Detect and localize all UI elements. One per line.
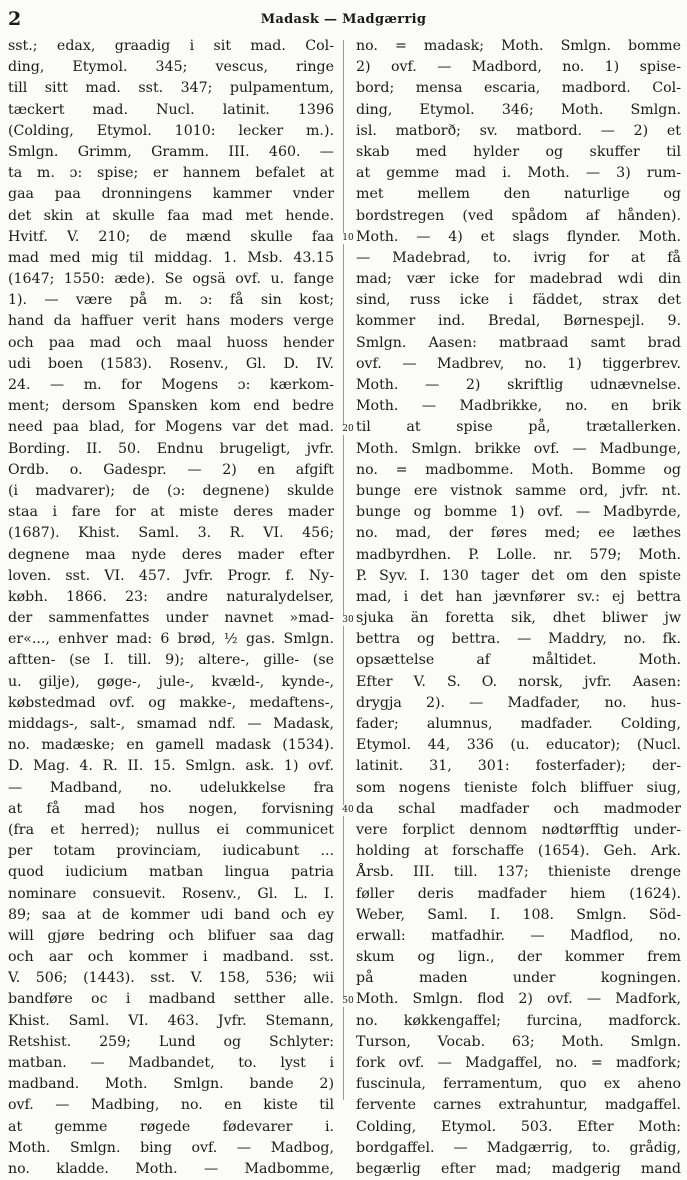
right-column-line: Efter V. S. O. norsk, jvfr. Aasen: [356, 673, 681, 690]
left-column-line: need paa blad, for Mogens var det mad. [8, 419, 334, 436]
left-column-line: købh. 1866. 23: andre naturalydelser, [8, 588, 334, 605]
right-column-line: latinit. 31, 301: fosterfader); der- [356, 758, 681, 775]
right-column-line: fork ovf. — Madgaffel, no. = madfork; [356, 1055, 681, 1071]
left-column-line: 24. — m. for Mogens ɔ: kærkom- [8, 377, 334, 393]
line-number-20: 20 [338, 424, 358, 435]
right-column-line: bord; mensa escaria, madbord. Col- [356, 80, 681, 97]
right-column-line: bettra og bettra. — Maddry, no. fk. [356, 631, 681, 648]
left-column-line: madband. Moth. Smlgn. bande 2) [8, 1076, 334, 1093]
left-column-line: (i madvarer); de (ɔ: degnene) skulde [8, 482, 334, 499]
left-column-line: aftten- (se I. till. 9); altere-, gille- (se [8, 652, 334, 669]
right-column-line: ovf. — Madbrev, no. 1) tiggerbrev. [356, 355, 681, 372]
right-column-line: begærlig efter mad; madgerig mand [356, 1160, 681, 1177]
right-column-line: Moth. Smlgn. flod 2) ovf. — Madfork, [356, 991, 681, 1008]
right-column-line: Moth. Smlgn. brikke ovf. — Madbunge, [356, 440, 681, 457]
right-column-line: Colding, Etymol. 503. Efter Moth: [356, 1118, 681, 1135]
column-divider [343, 40, 344, 1100]
right-column-line: skab med hylder og skuffer til [356, 143, 681, 160]
right-column-line: — Madebrad, to. ivrig for at få [356, 249, 681, 266]
left-column-line: købstedmad ovf. og makke-, medaftens-, [8, 694, 334, 711]
left-column-line: at få mad hos nogen, forvisning [8, 800, 334, 817]
line-number-40: 40 [338, 805, 358, 816]
right-column [356, 36, 681, 1180]
left-column-line: der sammenfattes under navnet »mad- [8, 610, 334, 627]
left-column-line: det skin at skulle faa mad met hende. [8, 207, 334, 224]
left-column-line: mad med mig til middag. 1. Msb. 43.15 [8, 249, 334, 266]
right-column-line: bunge og bomme 1) ovf. — Madbyrde, [356, 504, 681, 521]
left-column-line: D. Mag. 4. R. II. 15. Smlgn. ask. 1) ovf. [8, 758, 334, 775]
left-column-line: no. madæske; en gamell madask (1534). [8, 737, 334, 754]
right-column-line: Årsb. III. till. 137; thieniste drenge [356, 864, 681, 881]
left-column-line: ding, Etymol. 345; vescus, ringe [8, 59, 334, 76]
right-column-line: fuscinula, ferramentum, quo ex aheno [356, 1076, 681, 1093]
right-column-line: drygja 2). — Madfader, no. hus- [356, 694, 681, 711]
left-column-line: Ordb. o. Gadespr. — 2) en afgift [8, 461, 334, 478]
right-column-line: sind, russ icke i fäddet, strax det [356, 292, 681, 309]
left-column-line: hand da haffuer verit hans moders verge [8, 313, 334, 330]
right-column-line: vere forplict dennom nødtørfftig under- [356, 821, 681, 838]
right-column-line: 2) ovf. — Madbord, no. 1) spise- [356, 59, 681, 76]
right-column-line: bordgaffel. — Madgærrig, to. grådig, [356, 1139, 681, 1156]
left-column-line: 1). — være på m. ɔ: få sin kost; [8, 292, 334, 309]
right-column-line: som nogens tieniste folch bliffuer siug, [356, 779, 681, 796]
right-column-line: erwall: matfadhir. — Madflod, no. [356, 927, 681, 944]
right-column-line: mad; vær icke for madebrad wdi din [356, 271, 681, 288]
right-column-line: bordstregen (ved spådom af hånden). [356, 207, 681, 224]
right-column-line: fervente carnes extrahuntur, madgaffel. [356, 1097, 681, 1114]
left-column-line: will gjøre bedring och blifuer saa dag [8, 927, 334, 944]
right-column-line: da schal madfader och madmoder [356, 800, 681, 817]
left-column-line: no. kladde. Moth. — Madbomme, [8, 1160, 334, 1177]
right-column-line: Moth. — 2) skriftlig udnævnelse. [356, 377, 681, 393]
left-column-line: Smlgn. Grimm, Gramm. III. 460. — [8, 143, 334, 160]
right-column-line: madbyrdhen. P. Lolle. nr. 579; Moth. [356, 546, 681, 563]
line-number-10: 10 [338, 233, 358, 244]
left-column-line: tæckert mad. Nucl. latinit. 1396 [8, 101, 334, 118]
left-column-line: — Madband, no. udelukkelse fra [8, 779, 334, 796]
left-column-line: sst.; edax, graadig i sit mad. Col- [8, 38, 334, 54]
left-column-line: Khist. Saml. VI. 463. Jvfr. Stemann, [8, 1012, 334, 1029]
right-column-line: isl. matborð; sv. matbord. — 2) et [356, 122, 681, 139]
right-column-line: til at spise på, trætallerken. [356, 419, 681, 436]
right-column-line: holding at forschaffe (1654). Geh. Ark. [356, 843, 681, 860]
left-column-line: nominare consuevit. Rosenv., Gl. L. I. [8, 885, 334, 902]
left-column-line: degnene maa nyde deres mader efter [8, 546, 334, 563]
right-column-line: no. = madbomme. Moth. Bomme og [356, 461, 681, 478]
left-column-line: till sitt mad. sst. 347; pulpamentum, [8, 80, 334, 97]
right-column-line: opsættelse af måltidet. Moth. [356, 652, 681, 669]
left-column-line: ta m. ɔ: spise; er hannem befalet at [8, 165, 334, 182]
right-column-line: Etymol. 44, 336 (u. educator); (Nucl. [356, 737, 681, 754]
right-column-line: Moth. — Madbrikke, no. en brik [356, 398, 681, 415]
right-column-line: bunge ere vistnok samme ord, jvfr. nt. [356, 482, 681, 499]
right-column-line: Weber, Saml. I. 108. Smlgn. Söd- [356, 906, 681, 923]
left-column-line: bandføre oc i madband setther alle. [8, 991, 334, 1008]
running-head: Madask — Madgærrig [260, 12, 427, 27]
left-column-line: u. gilje), gøge-, jule-, kvæld-, kynde-, [8, 673, 334, 690]
right-column-line: P. Syv. I. 130 tager det om den spiste [356, 567, 681, 584]
right-column-line: fader; alumnus, madfader. Colding, [356, 716, 681, 732]
right-column-line: føller deris madfader hiem (1624). [356, 885, 681, 902]
left-column-line: at gemme røgede fødevarer i. [8, 1118, 334, 1135]
left-column-line: Moth. Smlgn. bing ovf. — Madbog, [8, 1139, 334, 1156]
left-column-line: (1687). Khist. Saml. 3. R. VI. 456; [8, 525, 334, 542]
right-column-line: at gemme mad i. Moth. — 3) rum- [356, 165, 681, 182]
right-column-line: skum og lign., der kommer frem [356, 949, 681, 966]
left-column-line: middags-, salt-, smamad ndf. — Madask, [8, 716, 334, 732]
left-column-line: (1647; 1550: æde). Se ogsä ovf. u. fange [8, 271, 334, 288]
right-column-line: no. = madask; Moth. Smlgn. bomme [356, 38, 681, 54]
left-column-line: V. 506; (1443). sst. V. 158, 536; wii [8, 970, 334, 987]
right-column-line: Turson, Vocab. 63; Moth. Smlgn. [356, 1033, 681, 1050]
left-column-line: (Colding, Etymol. 1010: lecker m.). [8, 122, 334, 139]
right-column-line: på maden under kogningen. [356, 970, 681, 987]
left-column-line: Retshist. 259; Lund og Schlyter: [8, 1033, 334, 1050]
page-number: 2 [8, 8, 22, 30]
left-column-line: ment; dersom Spansken kom end bedre [8, 398, 334, 415]
left-column-line: loven. sst. VI. 457. Jvfr. Progr. f. Ny- [8, 567, 334, 584]
left-column-line: gaa paa dronningens kammer vnder [8, 186, 334, 203]
left-column-line: udi boen (1583). Rosenv., Gl. D. IV. [8, 355, 334, 372]
left-column-line: och paa mad och maal huoss hender [8, 334, 334, 351]
left-column-line: Bording. II. 50. Endnu brugeligt, jvfr. [8, 440, 334, 457]
right-column-line: no. mad, der føres med; ee læthes [356, 525, 681, 542]
left-column-line: (fra et herred); nullus ei communicet [8, 821, 334, 838]
left-column-line: matban. — Madbandet, to. lyst i [8, 1055, 334, 1071]
right-column-line: kommer ind. Bredal, Børnespejl. 9. [356, 313, 681, 330]
left-column-line: staa i fare for at miste deres mader [8, 504, 334, 521]
right-column-line: ding, Etymol. 346; Moth. Smlgn. [356, 101, 681, 118]
left-column [8, 36, 334, 1180]
left-column-line: quod iudicium matban lingua patria [8, 864, 334, 881]
left-column-line: per totam provinciam, iudicabunt ... [8, 843, 334, 860]
left-column-line: 89; saa at de kommer udi band och ey [8, 906, 334, 923]
page-header [0, 8, 687, 30]
right-column-line: sjuka än foretta sik, dhet bliwer jw [356, 610, 681, 627]
right-column-line: met mellem den naturlige og [356, 186, 681, 203]
line-number-50: 50 [338, 996, 358, 1007]
right-column-line: no. køkkengaffel; furcina, madforck. [356, 1012, 681, 1029]
line-number-30: 30 [338, 615, 358, 626]
left-column-line: Hvitf. V. 210; de mænd skulle faa [8, 228, 334, 245]
right-column-line: Smlgn. Aasen: matbraad samt brad [356, 334, 681, 351]
right-column-line: Moth. — 4) et slags flynder. Moth. [356, 228, 681, 245]
left-column-line: och aar och kommer i madband. sst. [8, 949, 334, 966]
left-column-line: ovf. — Madbing, no. en kiste til [8, 1097, 334, 1114]
right-column-line: mad, i det han jævnfører sv.: ej bettra [356, 588, 681, 605]
left-column-line: er«..., enhver mad: 6 brød, ½ gas. Smlgn. [8, 631, 334, 648]
